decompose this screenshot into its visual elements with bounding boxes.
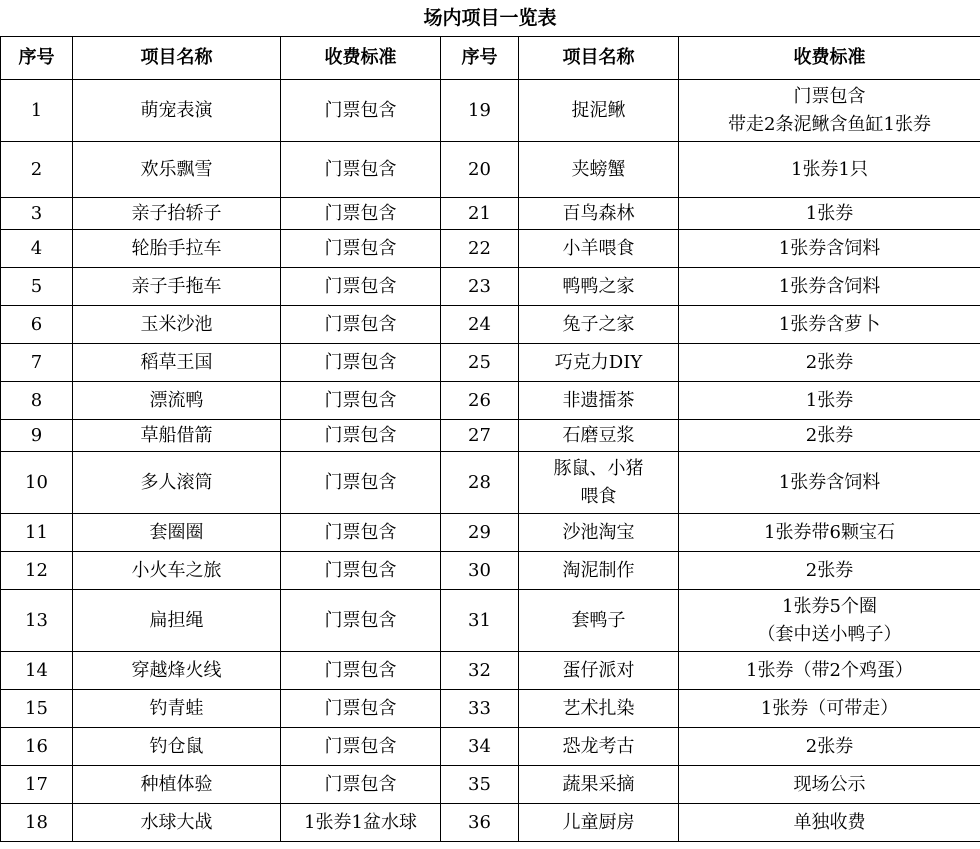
item-name xyxy=(519,268,679,306)
item-no xyxy=(441,80,519,142)
item-name-text: 捉泥鳅 xyxy=(571,99,626,121)
item-name-text: 亲子抬轿子 xyxy=(131,202,222,224)
item-no-text: 25 xyxy=(468,351,491,373)
item-no-text: 2 xyxy=(30,158,43,180)
item-fee xyxy=(281,452,441,514)
item-fee xyxy=(281,80,441,142)
item-name xyxy=(519,344,679,382)
item-no xyxy=(441,306,519,344)
item-name-text: 稻草王国 xyxy=(140,351,213,373)
item-no xyxy=(441,804,519,842)
item-fee-text: 2张券 xyxy=(805,559,854,581)
item-fee-text: 2张券 xyxy=(805,424,854,446)
item-fee-text: 1张券带6颗宝石 xyxy=(764,521,895,543)
item-no xyxy=(441,452,519,514)
table-row xyxy=(1,306,980,344)
item-fee-text: 2张券 xyxy=(805,351,854,373)
item-name xyxy=(73,452,281,514)
item-no xyxy=(441,590,519,652)
item-no-text: 11 xyxy=(25,521,48,543)
item-no xyxy=(1,514,73,552)
item-fee xyxy=(281,306,441,344)
item-name xyxy=(73,590,281,652)
header-no: 序号 xyxy=(1,37,73,80)
item-no-text: 24 xyxy=(468,313,491,335)
item-no xyxy=(441,690,519,728)
item-no xyxy=(1,230,73,268)
item-fee xyxy=(281,804,441,842)
item-name-text: 轮胎手拉车 xyxy=(131,237,222,259)
item-fee xyxy=(281,382,441,420)
item-fee-text: 门票包含 xyxy=(324,659,397,681)
item-name xyxy=(519,514,679,552)
item-no-text: 32 xyxy=(468,659,491,681)
item-no-text: 17 xyxy=(25,773,48,795)
item-name-text: 小火车之旅 xyxy=(131,559,222,581)
item-fee-text: 门票包含 xyxy=(324,158,397,180)
item-no xyxy=(1,552,73,590)
table-row xyxy=(1,590,980,652)
item-name-text: 漂流鸭 xyxy=(149,389,204,411)
item-no xyxy=(441,766,519,804)
item-no-text: 6 xyxy=(30,313,43,335)
item-no-text: 12 xyxy=(25,559,48,581)
item-no xyxy=(441,728,519,766)
item-fee-text: 1张券含饲料 xyxy=(778,237,881,259)
item-fee xyxy=(281,690,441,728)
item-name xyxy=(519,804,679,842)
item-no-text: 33 xyxy=(468,697,491,719)
item-no xyxy=(1,420,73,452)
item-no-text: 8 xyxy=(30,389,43,411)
item-no-text: 18 xyxy=(25,811,48,833)
item-no xyxy=(1,142,73,198)
item-fee-text: 门票包含 xyxy=(324,773,397,795)
table-row xyxy=(1,652,980,690)
item-fee xyxy=(679,344,980,382)
item-fee xyxy=(281,728,441,766)
item-fee xyxy=(679,420,980,452)
item-name xyxy=(73,690,281,728)
item-name-text: 蛋仔派对 xyxy=(562,659,635,681)
item-name-text: 百鸟森林 xyxy=(562,202,635,224)
item-fee-text: 门票包含 xyxy=(324,275,397,297)
item-fee-text: 门票包含 xyxy=(324,735,397,757)
item-no-text: 29 xyxy=(468,521,491,543)
item-name-text: 套鸭子 xyxy=(571,609,626,631)
item-name-text: 艺术扎染 xyxy=(562,697,635,719)
item-no xyxy=(1,382,73,420)
item-fee xyxy=(281,344,441,382)
item-fee xyxy=(679,804,980,842)
item-fee xyxy=(281,268,441,306)
item-fee xyxy=(679,590,980,652)
item-name-text: 恐龙考古 xyxy=(562,735,635,757)
item-no xyxy=(441,552,519,590)
item-fee-text: 门票包含 xyxy=(324,389,397,411)
item-fee-text: 2张券 xyxy=(805,735,854,757)
item-name xyxy=(519,230,679,268)
item-no xyxy=(1,306,73,344)
item-name xyxy=(519,590,679,652)
table-row xyxy=(1,420,980,452)
item-no-text: 15 xyxy=(25,697,48,719)
table-row xyxy=(1,690,980,728)
item-name-text: 多人滚筒 xyxy=(140,471,213,493)
item-no xyxy=(1,590,73,652)
item-fee-text: 1张券含萝卜 xyxy=(778,313,881,335)
item-name xyxy=(73,382,281,420)
item-fee-text: 1张券含饲料 xyxy=(778,471,881,493)
item-fee xyxy=(281,198,441,230)
item-fee-text: 门票包含 xyxy=(324,351,397,373)
item-name-text: 种植体验 xyxy=(140,773,213,795)
item-fee-text: 门票包含 xyxy=(324,424,397,446)
item-no xyxy=(441,344,519,382)
item-fee-text: 门票包含 xyxy=(324,697,397,719)
item-fee xyxy=(679,142,980,198)
item-name xyxy=(73,652,281,690)
item-no-text: 36 xyxy=(468,811,491,833)
item-no xyxy=(441,382,519,420)
table-row xyxy=(1,80,980,142)
item-fee-text: 1张券 xyxy=(805,389,854,411)
item-name-text: 亲子手拖车 xyxy=(131,275,222,297)
item-no-text: 28 xyxy=(468,471,491,493)
item-no xyxy=(441,514,519,552)
item-name xyxy=(519,652,679,690)
item-name-text: 蔬果采摘 xyxy=(562,773,635,795)
item-name-text: 玉米沙池 xyxy=(140,313,213,335)
item-no-text: 22 xyxy=(468,237,491,259)
item-no-text: 3 xyxy=(30,202,43,224)
item-fee-text: 门票包含 带走2条泥鳅含鱼缸1张券 xyxy=(728,85,931,135)
item-fee-text: 单独收费 xyxy=(793,811,866,833)
header-name: 项目名称 xyxy=(73,37,281,80)
table-row xyxy=(1,728,980,766)
item-fee xyxy=(281,230,441,268)
item-name-text: 扁担绳 xyxy=(149,609,204,631)
item-no-text: 21 xyxy=(468,202,491,224)
item-name xyxy=(73,230,281,268)
item-no-text: 16 xyxy=(25,735,48,757)
header-fee: 收费标准 xyxy=(679,37,980,80)
item-fee-text: 门票包含 xyxy=(324,471,397,493)
item-no-text: 10 xyxy=(25,471,48,493)
item-fee-text: 1张券（可带走） xyxy=(760,697,899,719)
item-no-text: 34 xyxy=(468,735,491,757)
item-name-text: 儿童厨房 xyxy=(562,811,635,833)
item-fee xyxy=(679,552,980,590)
item-fee-text: 门票包含 xyxy=(324,609,397,631)
item-name-text: 萌宠表演 xyxy=(140,99,213,121)
item-no xyxy=(441,230,519,268)
item-fee xyxy=(679,452,980,514)
item-fee-text: 1张券含饲料 xyxy=(778,275,881,297)
header-row xyxy=(1,37,980,80)
table-row xyxy=(1,268,980,306)
table-row xyxy=(1,452,980,514)
item-fee-text: 1张券1只 xyxy=(791,158,868,180)
item-fee xyxy=(679,728,980,766)
table-row xyxy=(1,198,980,230)
item-no xyxy=(1,344,73,382)
item-no xyxy=(441,142,519,198)
item-name-text: 鸭鸭之家 xyxy=(562,275,635,297)
item-fee xyxy=(281,514,441,552)
item-fee-text: 门票包含 xyxy=(324,202,397,224)
item-fee-text: 门票包含 xyxy=(324,521,397,543)
item-name xyxy=(519,766,679,804)
item-no-text: 27 xyxy=(468,424,491,446)
item-name xyxy=(73,142,281,198)
item-name-text: 沙池淘宝 xyxy=(562,521,635,543)
item-fee xyxy=(679,690,980,728)
item-name-text: 钓青蛙 xyxy=(149,697,204,719)
item-no xyxy=(1,728,73,766)
item-name-text: 豚鼠、小猪 喂食 xyxy=(553,457,644,507)
item-name-text: 夹螃蟹 xyxy=(571,158,626,180)
item-name xyxy=(73,804,281,842)
item-no-text: 30 xyxy=(468,559,491,581)
header-fee: 收费标准 xyxy=(281,37,441,80)
item-fee xyxy=(281,420,441,452)
item-no xyxy=(1,80,73,142)
item-no xyxy=(1,804,73,842)
table-row xyxy=(1,142,980,198)
item-name-text: 穿越烽火线 xyxy=(131,659,222,681)
item-fee-text: 1张券1盆水球 xyxy=(304,811,417,833)
item-fee-text: 现场公示 xyxy=(793,773,866,795)
item-name xyxy=(519,382,679,420)
item-name-text: 欢乐飘雪 xyxy=(140,158,213,180)
item-name xyxy=(73,420,281,452)
item-fee xyxy=(679,306,980,344)
item-no xyxy=(1,652,73,690)
item-no xyxy=(1,198,73,230)
item-fee xyxy=(679,230,980,268)
item-name xyxy=(519,420,679,452)
item-name xyxy=(519,198,679,230)
item-name xyxy=(73,268,281,306)
item-fee-text: 1张券（带2个鸡蛋） xyxy=(746,659,913,681)
item-name xyxy=(73,552,281,590)
item-fee xyxy=(679,382,980,420)
item-name-text: 石磨豆浆 xyxy=(562,424,635,446)
item-fee xyxy=(281,590,441,652)
item-name xyxy=(519,452,679,514)
table-row xyxy=(1,382,980,420)
item-name xyxy=(73,80,281,142)
item-no xyxy=(1,452,73,514)
item-fee xyxy=(679,80,980,142)
item-no-text: 20 xyxy=(468,158,491,180)
item-name-text: 淘泥制作 xyxy=(562,559,635,581)
item-no xyxy=(441,198,519,230)
item-name-text: 小羊喂食 xyxy=(562,237,635,259)
item-name xyxy=(73,766,281,804)
table-row xyxy=(1,766,980,804)
table-row xyxy=(1,230,980,268)
table-row xyxy=(1,514,980,552)
item-no-text: 23 xyxy=(468,275,491,297)
item-fee-text: 1张券 xyxy=(805,202,854,224)
table-row xyxy=(1,552,980,590)
item-name-text: 兔子之家 xyxy=(562,313,635,335)
item-name xyxy=(519,80,679,142)
item-no-text: 31 xyxy=(468,609,491,631)
item-name-text: 水球大战 xyxy=(140,811,213,833)
item-name xyxy=(73,306,281,344)
item-fee xyxy=(281,552,441,590)
item-no-text: 4 xyxy=(30,237,43,259)
item-name xyxy=(519,142,679,198)
item-fee xyxy=(679,198,980,230)
item-no-text: 13 xyxy=(25,609,48,631)
item-no xyxy=(1,690,73,728)
item-fee-text: 门票包含 xyxy=(324,313,397,335)
item-name-text: 非遗擂茶 xyxy=(562,389,635,411)
item-no xyxy=(441,652,519,690)
item-fee xyxy=(281,142,441,198)
item-name xyxy=(519,552,679,590)
item-fee-text: 1张券5个圈 （套中送小鸭子） xyxy=(757,595,902,645)
item-name-text: 钓仓鼠 xyxy=(149,735,204,757)
item-no-text: 19 xyxy=(468,99,491,121)
item-no-text: 5 xyxy=(30,275,43,297)
item-no-text: 26 xyxy=(468,389,491,411)
item-name xyxy=(73,198,281,230)
header-name: 项目名称 xyxy=(519,37,679,80)
project-table xyxy=(0,36,980,842)
item-fee xyxy=(679,766,980,804)
item-name-text: 套圈圈 xyxy=(149,521,204,543)
item-no xyxy=(1,766,73,804)
header-no: 序号 xyxy=(441,37,519,80)
item-name xyxy=(73,344,281,382)
item-no-text: 1 xyxy=(30,99,43,121)
item-fee xyxy=(281,766,441,804)
item-no-text: 14 xyxy=(25,659,48,681)
item-fee xyxy=(679,514,980,552)
item-no-text: 7 xyxy=(30,351,43,373)
item-name-text: 草船借箭 xyxy=(140,424,213,446)
item-no xyxy=(441,420,519,452)
item-name xyxy=(519,728,679,766)
item-name xyxy=(73,514,281,552)
item-no-text: 35 xyxy=(468,773,491,795)
page-title: 场内项目一览表 xyxy=(423,7,557,29)
item-no xyxy=(1,268,73,306)
item-name xyxy=(73,728,281,766)
item-fee xyxy=(281,652,441,690)
item-fee xyxy=(679,652,980,690)
item-fee-text: 门票包含 xyxy=(324,559,397,581)
item-fee-text: 门票包含 xyxy=(324,237,397,259)
item-no-text: 9 xyxy=(30,424,43,446)
item-name-text: 巧克力DIY xyxy=(554,351,643,373)
table-row xyxy=(1,804,980,842)
item-fee-text: 门票包含 xyxy=(324,99,397,121)
item-no xyxy=(441,268,519,306)
item-fee xyxy=(679,268,980,306)
item-name xyxy=(519,690,679,728)
table-row xyxy=(1,344,980,382)
item-name xyxy=(519,306,679,344)
